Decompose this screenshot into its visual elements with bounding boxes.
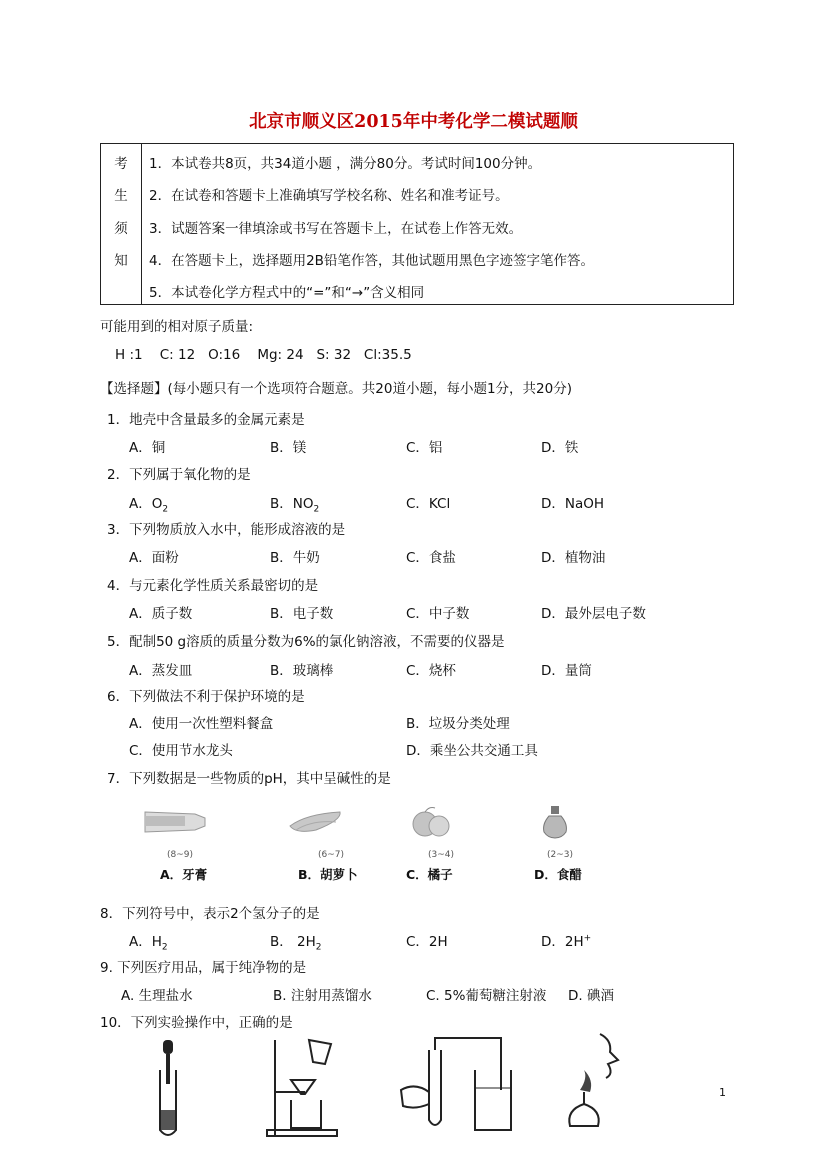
notice-line: 1．本试卷共8页，共34道小题 ，满分80分。考试时间100分钟。 bbox=[149, 156, 542, 172]
question-stem: 9. 下列医疗用品，属于纯净物的是 bbox=[100, 960, 307, 976]
notice-line: 3．试题答案一律填涂或书写在答题卡上，在试卷上作答无效。 bbox=[149, 221, 523, 237]
option: D．最外层电子数 bbox=[541, 606, 646, 622]
test-tube-dropper-image bbox=[150, 1040, 190, 1140]
gas-collection-image bbox=[395, 1030, 515, 1140]
option: C．烧杯 bbox=[406, 663, 456, 679]
atomic-mass-heading: 可能用到的相对原子质量: bbox=[100, 319, 254, 335]
atomic-mass-values: H :1 C: 12 O:16 Mg: 24 S: 32 Cl:35.5 bbox=[115, 347, 412, 363]
ph-label: (8~9) bbox=[167, 850, 194, 860]
option: B．$NO_2$ bbox=[270, 496, 320, 515]
question-stem: 4．与元素化学性质关系最密切的是 bbox=[107, 578, 319, 594]
side-char: 知 bbox=[114, 253, 128, 269]
option: A．$O_2$ bbox=[129, 496, 169, 515]
toothpaste-image bbox=[143, 806, 208, 836]
option: A．质子数 bbox=[129, 606, 193, 622]
vinegar-image bbox=[540, 804, 570, 840]
image-caption: D．食醋 bbox=[534, 867, 582, 882]
option: C. 5%葡萄糖注射液 bbox=[426, 988, 547, 1004]
question-stem: 10．下列实验操作中，正确的是 bbox=[100, 1015, 293, 1031]
option: C．KCl bbox=[406, 496, 451, 512]
option: A．使用一次性塑料餐盒 bbox=[129, 716, 274, 732]
option: B．玻璃棒 bbox=[270, 663, 334, 679]
option: D．植物油 bbox=[541, 550, 606, 566]
ph-label: (2~3) bbox=[547, 850, 574, 860]
option: D．铁 bbox=[541, 440, 579, 456]
option: C．使用节水龙头 bbox=[129, 743, 233, 759]
side-char: 生 bbox=[114, 188, 128, 204]
option: D. 碘酒 bbox=[568, 988, 614, 1004]
notice-box bbox=[100, 143, 734, 305]
option: B． $2H_2$ bbox=[270, 934, 322, 953]
option: A．面粉 bbox=[129, 550, 179, 566]
ph-label: (3~4) bbox=[428, 850, 455, 860]
option: D．乘坐公共交通工具 bbox=[406, 743, 538, 759]
question-stem: 3．下列物质放入水中，能形成溶液的是 bbox=[107, 522, 346, 538]
notice-line: 2．在试卷和答题卡上准确填写学校名称、姓名和准考证号。 bbox=[149, 188, 509, 204]
carrot-image bbox=[286, 806, 346, 836]
page-number: 1 bbox=[719, 1086, 726, 1099]
option: C．2H bbox=[406, 934, 448, 950]
question-stem: 7．下列数据是一些物质的pH，其中呈碱性的是 bbox=[107, 771, 391, 787]
image-caption: A．牙膏 bbox=[160, 867, 208, 882]
option: C．食盐 bbox=[406, 550, 456, 566]
page-title: 北京市顺义区2015年中考化学二模试题顺 bbox=[249, 112, 578, 132]
option: B．镁 bbox=[270, 440, 307, 456]
ph-label: (6~7) bbox=[318, 850, 345, 860]
image-caption: C．橘子 bbox=[406, 867, 453, 882]
option: D．2H+ bbox=[541, 933, 592, 950]
option: A．铜 bbox=[129, 440, 166, 456]
option: A．蒸发皿 bbox=[129, 663, 193, 679]
option: B. 注射用蒸馏水 bbox=[273, 988, 372, 1004]
option: B．电子数 bbox=[270, 606, 334, 622]
side-char: 须 bbox=[114, 221, 128, 237]
section-heading: 【选择题】(每小题只有一个选项符合题意。共20道小题，每小题1分，共20分) bbox=[100, 381, 572, 397]
option: C．中子数 bbox=[406, 606, 470, 622]
option: A．$H_2$ bbox=[129, 934, 168, 953]
orange-image bbox=[407, 804, 453, 838]
option: D．量筒 bbox=[541, 663, 592, 679]
option: D．NaOH bbox=[541, 496, 605, 512]
question-stem: 8．下列符号中，表示2个氢分子的是 bbox=[100, 906, 320, 922]
question-stem: 2．下列属于氧化物的是 bbox=[107, 467, 251, 483]
notice-line: 4．在答题卡上，选择题用2B铅笔作答，其他试题用黑色字迹签字笔作答。 bbox=[149, 253, 594, 269]
notice-line: 5．本试卷化学方程式中的“=”和“→”含义相同 bbox=[149, 285, 425, 301]
alcohol-lamp-image bbox=[560, 1030, 640, 1140]
option: C．铝 bbox=[406, 440, 443, 456]
image-caption: B．胡萝卜 bbox=[298, 867, 358, 882]
filtration-image bbox=[265, 1030, 345, 1140]
question-stem: 1．地壳中含量最多的金属元素是 bbox=[107, 412, 305, 428]
option: B．垃圾分类处理 bbox=[406, 716, 510, 732]
side-char: 考 bbox=[114, 156, 128, 172]
question-stem: 5．配制50 g溶质的质量分数为6%的氯化钠溶液，不需要的仪器是 bbox=[107, 634, 505, 650]
option: A. 生理盐水 bbox=[121, 988, 193, 1004]
option: B．牛奶 bbox=[270, 550, 320, 566]
question-stem: 6．下列做法不利于保护环境的是 bbox=[107, 689, 305, 705]
notice-side-label bbox=[101, 144, 142, 304]
